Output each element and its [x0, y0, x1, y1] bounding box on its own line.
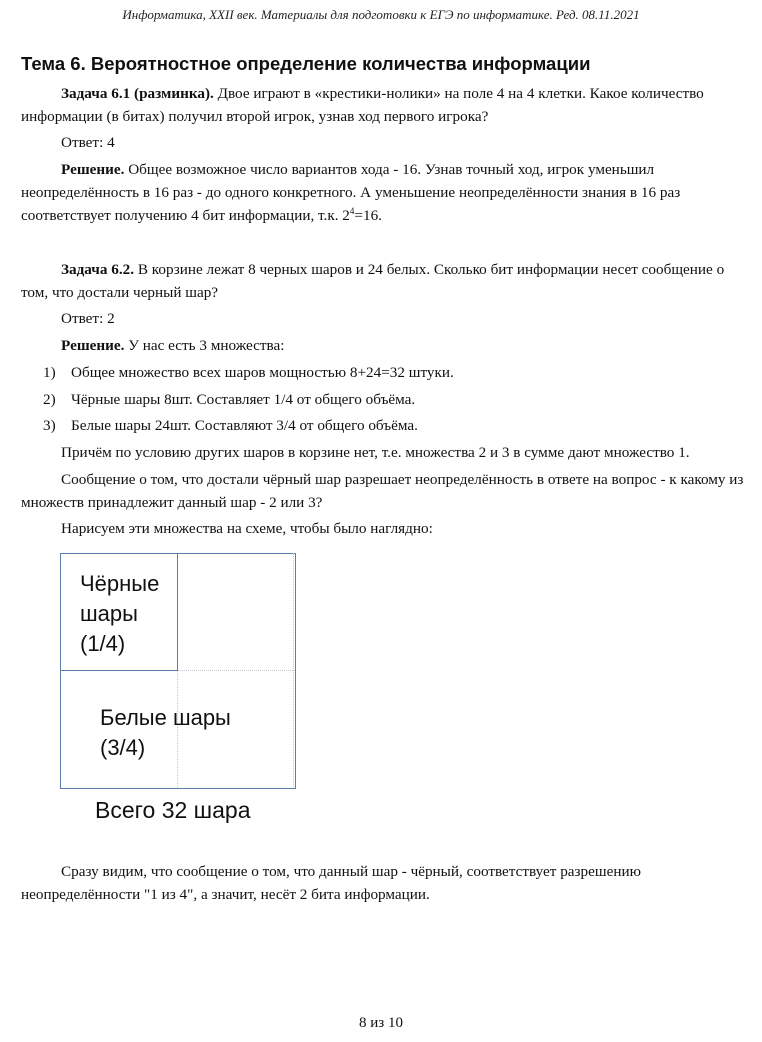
task-label: Задача 6.2.: [61, 261, 135, 278]
task-text: В корзине лежат 8 черных шаров и 24 белых. Сколько бит информации несет сообщение о том, что достали черный шар?: [21, 261, 725, 301]
label-line: Белые шары: [100, 705, 231, 730]
list-item: [43, 361, 454, 384]
diagram-caption: Всего 32 шара: [95, 797, 251, 823]
solution-text: Общее возможное число вариантов хода - 16. Узнав точный ход, игрок уменьшил неопределённость в 16 раз - до одного конкретного. А уменьшение неопределённости знания в 16 раз соответствует получению 4 бит информации, т.к. 2: [21, 161, 681, 224]
list-number: 2): [43, 391, 56, 408]
solution-label: Решение.: [61, 337, 125, 354]
grid-divider: [293, 553, 294, 787]
grid-divider: [178, 670, 295, 671]
sets-diagram: [60, 553, 296, 789]
list-text: Общее множество всех шаров мощностью 8+24=32 штуки.: [71, 364, 454, 381]
label-line: Чёрные: [80, 571, 160, 596]
paragraph-message: Сообщение о том, что достали чёрный шар разрешает неопределённость в ответе на вопрос - к какому из множеств принадлежит данный шар - 2 или 3?: [21, 471, 744, 511]
list-number: 3): [43, 417, 56, 434]
running-header: Информатика, XXII век. Материалы для подготовки к ЕГЭ по информатике. Ред. 08.11.2021: [122, 7, 640, 22]
list-item: [43, 388, 415, 411]
page-number: 8 из 10: [359, 1015, 403, 1031]
label-line: шары: [80, 601, 138, 626]
task-6-1-answer: Ответ: 4: [61, 134, 115, 151]
task-6-2-solution: [21, 334, 746, 357]
solution-text: У нас есть 3 множества:: [124, 337, 285, 354]
paragraph-draw: Нарисуем эти множества на схеме, чтобы было наглядно:: [61, 520, 433, 537]
conclusion-paragraph: Сразу видим, что сообщение о том, что данный шар - чёрный, соответствует разрешению неопределённости "1 из 4", а значит, несёт 2 бита информации.: [21, 863, 641, 903]
white-balls-label: [100, 703, 231, 763]
list-number: 1): [43, 364, 56, 381]
paragraph-sets-sum: Причём по условию других шаров в корзине нет, т.е. множества 2 и 3 в сумме дают множество 1.: [61, 444, 690, 461]
exponent: 4: [349, 206, 355, 216]
task-text: Двое играют в «крестики-нолики» на поле 4 на 4 клетки. Какое количество информации (в битах) получил второй игрок, узнав ход первого игрока?: [21, 85, 704, 125]
label-line: (1/4): [80, 631, 126, 656]
solution-label: Решение.: [61, 161, 125, 178]
task-6-1-statement: [21, 82, 746, 128]
task-6-1-solution: [21, 158, 746, 227]
list-text: Чёрные шары 8шт. Составляет 1/4 от общего объёма.: [71, 391, 416, 408]
label-line: (3/4): [100, 735, 146, 760]
list-item: [43, 414, 418, 437]
task-6-2-statement: [21, 258, 746, 304]
task-label: Задача 6.1 (разминка).: [61, 85, 214, 102]
black-balls-label: [80, 569, 159, 659]
task-6-2-answer: Ответ: 2: [61, 310, 115, 327]
solution-end: =16.: [354, 207, 382, 224]
list-text: Белые шары 24шт. Составляют 3/4 от общего объёма.: [71, 417, 418, 434]
section-title: Тема 6. Вероятностное определение количества информации: [21, 53, 591, 74]
